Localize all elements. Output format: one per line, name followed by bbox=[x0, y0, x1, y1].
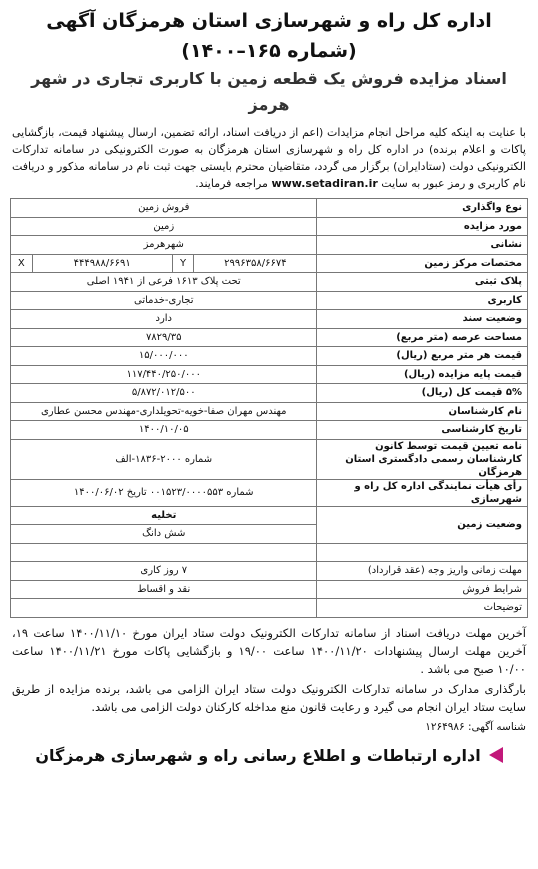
table-row bbox=[11, 479, 528, 506]
transfer-type-value: فروش زمین bbox=[11, 199, 317, 218]
land-status-extra: شش دانگ bbox=[11, 525, 317, 544]
terms-value: نقد و اقساط bbox=[11, 580, 317, 599]
deadline-paragraph: آخرین مهلت دریافت اسناد از سامانه تدارکات الکترونیک دولت ستاد ایران مورخ ۱۴۰۰/۱۱/۱۰ ساعت ۱۹، آخرین مهلت ارسال پیشنهادات ۱۴۰۰/۱۱/۲۰ ساعت ۱۹/۰۰ و بازگشایی پاکات مورخ ۱۴۰۰/۱۱/۲۱ ساعت ۱۰/۰۰ صبح می باشد . bbox=[12, 625, 526, 676]
expert-name-value: مهندس مهران صفا-خویه-تحویلداری-مهندس محسن عطاری bbox=[11, 402, 317, 421]
table-row bbox=[11, 291, 528, 310]
deed-value: دارد bbox=[11, 310, 317, 329]
usage-value: تجاری-خدماتی bbox=[11, 291, 317, 310]
table-row bbox=[11, 562, 528, 581]
table-row bbox=[11, 384, 528, 403]
five-percent-label: ۵% قیمت کل (ریال) bbox=[317, 384, 528, 403]
table-row bbox=[11, 365, 528, 384]
empty-cell bbox=[11, 543, 317, 562]
subject-value: زمین bbox=[11, 217, 317, 236]
table-row bbox=[11, 199, 528, 218]
land-status-value: تخلیه bbox=[11, 506, 317, 525]
table-row bbox=[11, 543, 528, 562]
subject-label: مورد مزایده bbox=[317, 217, 528, 236]
table-row bbox=[11, 254, 528, 273]
land-status-label: وضعیت زمین bbox=[317, 506, 528, 543]
auction-details-table bbox=[10, 198, 528, 618]
intro-text: با عنایت به اینکه کلیه مراحل انجام مزایدات (اعم از دریافت اسناد، ارائه تضمین، ارسال پیشنهاد قیمت، بازگشایی پاکات و اعلام برنده) در اداره کل راه و شهرسازی استان هرمزگان به صورت الکترونیکی در سامانه تدارکات الکترونیکی دولت (ستادایران) برگزار می گردد، متقاضیان محترم بایستی جهت ثبت نام در سامانه مذکور و دریافت نام کاربری و رمز عبور به سایت bbox=[12, 126, 526, 190]
pricing-letter-label: نامه تعیین قیمت توسط کانون کارشناسان رسمی دادگستری استان هرمزگان bbox=[317, 439, 528, 479]
table-row bbox=[11, 506, 528, 525]
deadline-value: ۷ روز کاری bbox=[11, 562, 317, 581]
price-per-meter-value: ۱۵/۰۰۰/۰۰۰ bbox=[11, 347, 317, 366]
plaque-label: پلاک ثبتی bbox=[317, 273, 528, 292]
arrow-icon bbox=[489, 747, 503, 763]
table-row bbox=[11, 421, 528, 440]
terms-label: شرایط فروش bbox=[317, 580, 528, 599]
table-row bbox=[11, 328, 528, 347]
table-row bbox=[11, 439, 528, 479]
five-percent-value: ۵/۸۷۲/۰۱۲/۵۰۰ bbox=[11, 384, 317, 403]
coord-x-value: ۴۴۴۹۸۸/۶۶۹۱ bbox=[32, 254, 172, 273]
coord-x-marker: X bbox=[11, 254, 33, 273]
plaque-value: تحت پلاک ۱۶۱۳ فرعی از ۱۹۴۱ اصلی bbox=[11, 273, 317, 292]
footer-text bbox=[10, 624, 528, 736]
expert-date-value: ۱۴۰۰/۱۰/۰۵ bbox=[11, 421, 317, 440]
intro-paragraph bbox=[10, 124, 528, 192]
table-row bbox=[11, 347, 528, 366]
usage-label: کاربری bbox=[317, 291, 528, 310]
office-signature bbox=[10, 746, 528, 765]
price-per-meter-label: قیمت هر متر مربع (ریال) bbox=[317, 347, 528, 366]
area-value: ۷۸۲۹/۳۵ bbox=[11, 328, 317, 347]
expert-date-label: تاریخ کارشناسی bbox=[317, 421, 528, 440]
table-row bbox=[11, 273, 528, 292]
setadiran-link: www.setadiran.ir bbox=[271, 177, 378, 190]
table-row bbox=[11, 599, 528, 618]
deadline-label: مهلت زمانی واریز وجه (عقد قرارداد) bbox=[317, 562, 528, 581]
ad-id: شناسه آگهی: ۱۲۶۴۹۸۶ bbox=[425, 720, 526, 733]
area-label: مساحت عرصه (متر مربع) bbox=[317, 328, 528, 347]
base-price-label: قیمت پایه مزایده (ریال) bbox=[317, 365, 528, 384]
notes-value bbox=[11, 599, 317, 618]
address-value: شهرهرمز bbox=[11, 236, 317, 255]
coords-label: مختصات مرکز زمین bbox=[317, 254, 528, 273]
board-value: شماره ۰۰۱۵۲۳/۰۰۰۰۵۵۳ تاریخ ۱۴۰۰/۰۶/۰۲ bbox=[11, 479, 317, 506]
table-row bbox=[11, 402, 528, 421]
table-row bbox=[11, 310, 528, 329]
deed-label: وضعیت سند bbox=[317, 310, 528, 329]
board-label: رأی هیأت نمایندگی اداره کل راه و شهرسازی bbox=[317, 479, 528, 506]
table-row bbox=[11, 236, 528, 255]
coord-y-value: ۲۹۹۶۳۵۸/۶۶۷۴ bbox=[194, 254, 317, 273]
notes-label: توضیحات bbox=[317, 599, 528, 618]
document-subtitle: اسناد مزایده فروش یک قطعه زمین با کاربری تجاری در شهر هرمز bbox=[31, 69, 507, 114]
transfer-type-label: نوع واگذاری bbox=[317, 199, 528, 218]
address-label: نشانی bbox=[317, 236, 528, 255]
intro-text-end: مراجعه فرمایند. bbox=[195, 177, 268, 190]
office-name: اداره ارتباطات و اطلاع رسانی راه و شهرسازی هرمزگان bbox=[35, 745, 481, 765]
pricing-letter-value: شماره ۲۰۰۰-۱۸۳۶-الف bbox=[11, 439, 317, 479]
table-row bbox=[11, 580, 528, 599]
coord-y-marker: Y bbox=[172, 254, 193, 273]
document-title: اداره کل راه و شهرسازی استان هرمزگان آگهی (شماره ۱۶۵–۱۴۰۰) bbox=[46, 10, 492, 62]
requirements-paragraph: بارگذاری مدارک در سامانه تدارکات الکترونیک دولت ستاد ایران الزامی می باشد، برنده مزایده از طریق سایت ستاد ایران انجام می گیرد و رعایت قانون منع مداخله کارکنان دولت الزامی می باشد. bbox=[12, 681, 526, 714]
empty-cell bbox=[317, 543, 528, 562]
expert-name-label: نام کارشناسان bbox=[317, 402, 528, 421]
table-row bbox=[11, 217, 528, 236]
base-price-value: ۱۱۷/۴۴۰/۲۵۰/۰۰۰ bbox=[11, 365, 317, 384]
